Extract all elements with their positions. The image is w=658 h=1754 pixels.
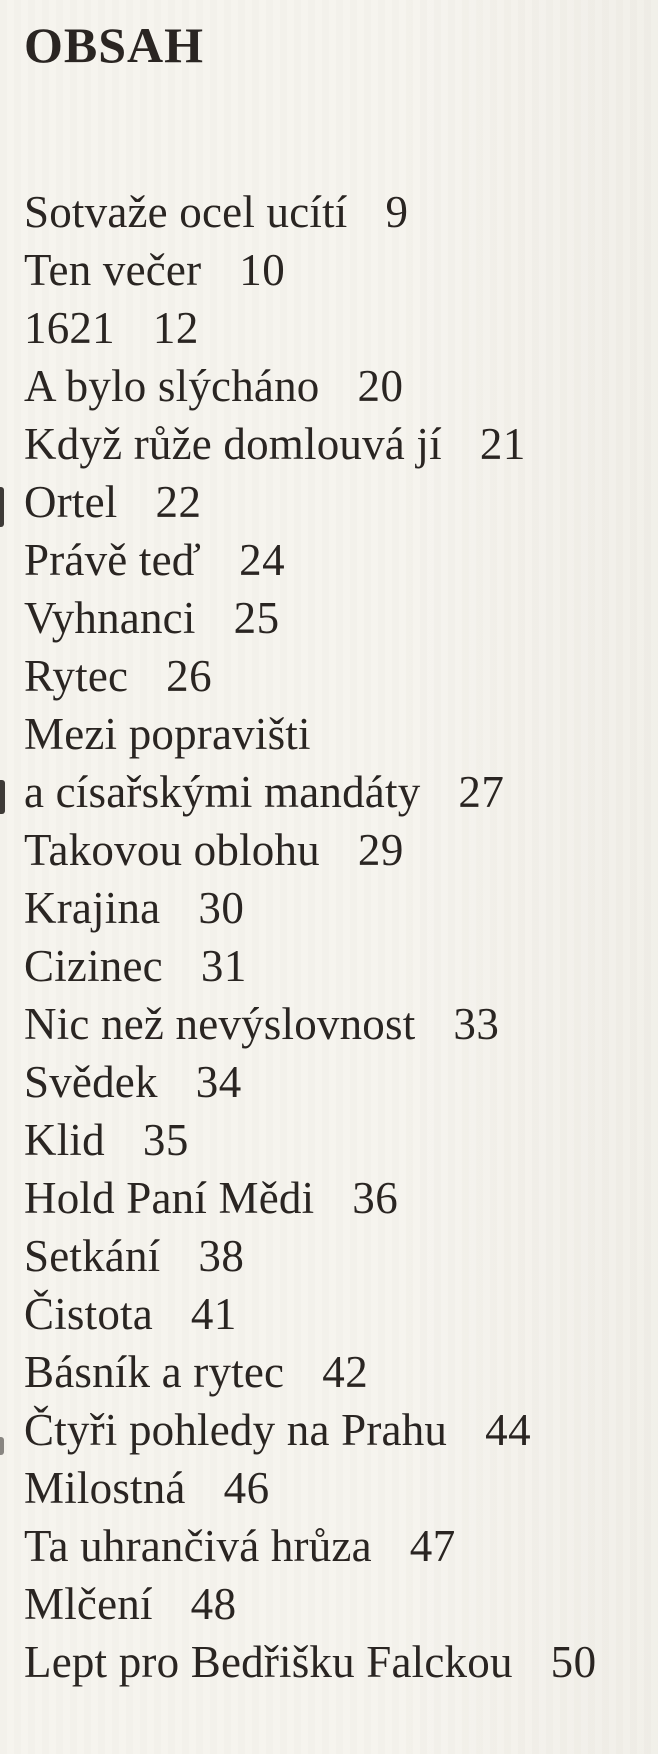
- toc-entry-page: 25: [233, 593, 280, 643]
- toc-entry: [24, 1575, 658, 1633]
- toc-entry: [24, 1111, 658, 1169]
- toc-entry-title: Milostná: [24, 1463, 186, 1513]
- toc-entry-title: Sotvaže ocel ucítí: [24, 187, 348, 237]
- toc-entry-page: 9: [385, 187, 409, 237]
- toc-entry-page: 36: [352, 1173, 399, 1223]
- toc-entry-title: Krajina: [24, 883, 161, 933]
- toc-entry: [24, 241, 658, 299]
- toc-entry: [24, 1459, 658, 1517]
- toc-entry-title: Čistota: [24, 1289, 153, 1339]
- scan-smudge: [0, 780, 5, 814]
- toc-entry-title: Mezi popravišti: [24, 709, 311, 759]
- toc-entry-title: Lept pro Bedřišku Falckou: [24, 1637, 513, 1687]
- toc-entry-title: Vyhnanci: [24, 593, 196, 643]
- toc-entry: [24, 1169, 658, 1227]
- toc-entry-page: 34: [195, 1057, 242, 1107]
- toc-entry-page: 35: [142, 1115, 189, 1165]
- toc-entry-title: Ta uhrančivá hrůza: [24, 1521, 372, 1571]
- toc-entry-title: Klid: [24, 1115, 105, 1165]
- toc-entry-title: Ortel: [24, 477, 118, 527]
- toc-entry: [24, 415, 658, 473]
- toc-entry-page: 33: [453, 999, 500, 1049]
- toc-entry: [24, 1517, 658, 1575]
- toc-entry: [24, 1343, 658, 1401]
- toc-entry-title: Čtyři pohledy na Prahu: [24, 1405, 448, 1455]
- toc-entry-title: Setkání: [24, 1231, 161, 1281]
- toc-entry: [24, 763, 658, 821]
- toc-heading: OBSAH: [24, 17, 205, 73]
- toc-entry-title: A bylo slýcháno: [24, 361, 320, 411]
- toc-entry: [24, 357, 658, 415]
- toc-entry-title: Rytec: [24, 651, 129, 701]
- toc-entry: [24, 531, 658, 589]
- toc-entry: [24, 879, 658, 937]
- toc-entry-title: a císařskými mandáty: [24, 767, 421, 817]
- toc-entry-page: 44: [485, 1405, 532, 1455]
- toc-entry-title: Hold Paní Mědi: [24, 1173, 315, 1223]
- toc-entry: [24, 1401, 658, 1459]
- toc-list: [24, 183, 658, 1691]
- toc-entry: [24, 705, 658, 763]
- toc-entry-page: 21: [479, 419, 526, 469]
- toc-entry: [24, 183, 658, 241]
- toc-entry-title: Svědek: [24, 1057, 158, 1107]
- toc-entry-page: 48: [190, 1579, 237, 1629]
- toc-entry-title: Ten večer: [24, 245, 202, 295]
- toc-entry: [24, 1227, 658, 1285]
- toc-entry-page: 31: [200, 941, 247, 991]
- toc-entry: [24, 299, 658, 357]
- toc-entry-page: 38: [198, 1231, 245, 1281]
- toc-entry: [24, 647, 658, 705]
- toc-entry-page: 30: [198, 883, 245, 933]
- toc-entry-page: 20: [357, 361, 404, 411]
- scan-smudge: [0, 487, 4, 527]
- toc-entry-title: Nic než nevýslovnost: [24, 999, 416, 1049]
- toc-entry: [24, 1053, 658, 1111]
- toc-entry-title: Cizinec: [24, 941, 163, 991]
- toc-entry-page: 41: [190, 1289, 237, 1339]
- scan-smudge: [0, 1437, 4, 1455]
- toc-entry-page: 22: [155, 477, 202, 527]
- toc-entry: [24, 473, 658, 531]
- toc-entry-page: 26: [166, 651, 213, 701]
- toc-entry-title: Když růže domlouvá jí: [24, 419, 442, 469]
- toc-entry-page: 27: [458, 767, 505, 817]
- toc-entry-page: 42: [322, 1347, 369, 1397]
- toc-entry: [24, 589, 658, 647]
- toc-entry-title: Takovou oblohu: [24, 825, 320, 875]
- toc-entry-page: 29: [357, 825, 404, 875]
- toc-entry-title: Právě teď: [24, 535, 202, 585]
- toc-entry-page: 47: [409, 1521, 456, 1571]
- toc-entry-title: 1621: [24, 303, 115, 353]
- toc-entry-title: Básník a rytec: [24, 1347, 285, 1397]
- toc-entry: [24, 995, 658, 1053]
- toc-entry-page: 50: [550, 1637, 597, 1687]
- toc-entry-page: 46: [223, 1463, 270, 1513]
- toc-entry-page: 24: [239, 535, 286, 585]
- toc-entry: [24, 1285, 658, 1343]
- toc-entry: [24, 1633, 658, 1691]
- toc-entry: [24, 821, 658, 879]
- toc-entry: [24, 937, 658, 995]
- toc-entry-page: 10: [239, 245, 286, 295]
- toc-entry-title: Mlčení: [24, 1579, 153, 1629]
- toc-entry-page: 12: [152, 303, 199, 353]
